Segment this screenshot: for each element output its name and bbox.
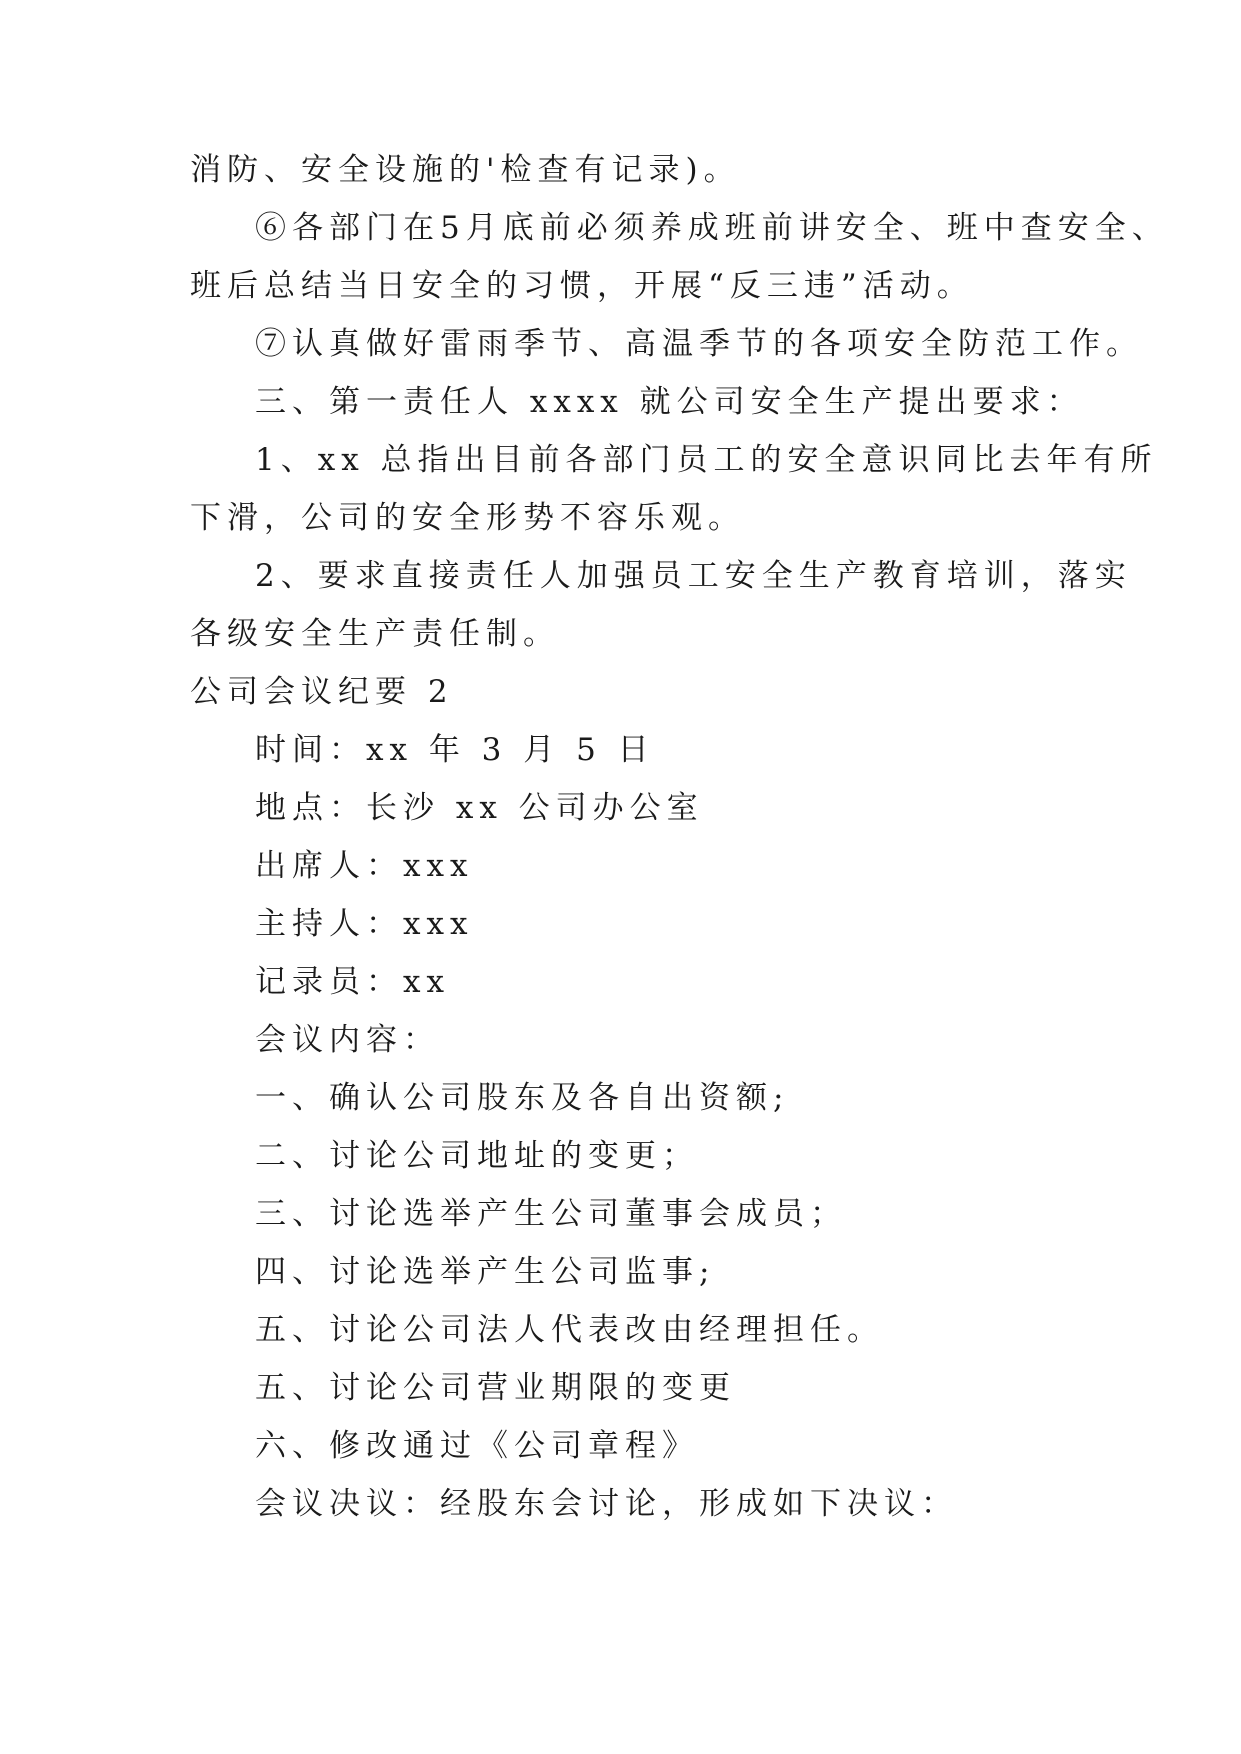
text-line: 时间：xx 年 3 月 5 日: [255, 732, 655, 768]
text-line: 会议内容：: [255, 1022, 440, 1058]
text-line: 六、修改通过《公司章程》: [255, 1428, 699, 1464]
text-line: 五、讨论公司法人代表改由经理担任。: [255, 1312, 884, 1348]
text-line: ⑥各部门在5月底前必须养成班前讲安全、班中查安全、: [255, 210, 1169, 246]
text-line: 三、讨论选举产生公司董事会成员；: [255, 1196, 847, 1232]
section-heading: 公司会议纪要 2: [190, 674, 454, 710]
text-line: 二、讨论公司地址的变更；: [255, 1138, 699, 1174]
text-line: 2、要求直接责任人加强员工安全生产教育培训，落实: [255, 558, 1132, 594]
text-line: 出席人：xxx: [255, 848, 474, 884]
text-line: 班后总结当日安全的习惯，开展“反三违”活动。: [190, 268, 974, 304]
text-line: 1、xx 总指出目前各部门员工的安全意识同比去年有所: [255, 442, 1158, 478]
text-line: 会议决议：经股东会讨论，形成如下决议：: [255, 1486, 958, 1522]
text-line: 五、讨论公司营业期限的变更: [255, 1370, 736, 1406]
text-line: 四、讨论选举产生公司监事;: [255, 1254, 716, 1290]
text-line: 三、第一责任人 xxxx 就公司安全生产提出要求：: [255, 384, 1084, 420]
text-line: ⑦认真做好雷雨季节、高温季节的各项安全防范工作。: [255, 326, 1143, 362]
text-line: 各级安全生产责任制。: [190, 616, 560, 652]
text-line: 记录员：xx: [255, 964, 450, 1000]
text-line: 消防、安全设施的'检查有记录)。: [190, 152, 741, 188]
text-line: 地点：长沙 xx 公司办公室: [255, 790, 704, 826]
text-line: 下滑，公司的安全形势不容乐观。: [190, 500, 745, 536]
text-line: 一、确认公司股东及各自出资额;: [255, 1080, 790, 1116]
text-line: 主持人：xxx: [255, 906, 474, 942]
